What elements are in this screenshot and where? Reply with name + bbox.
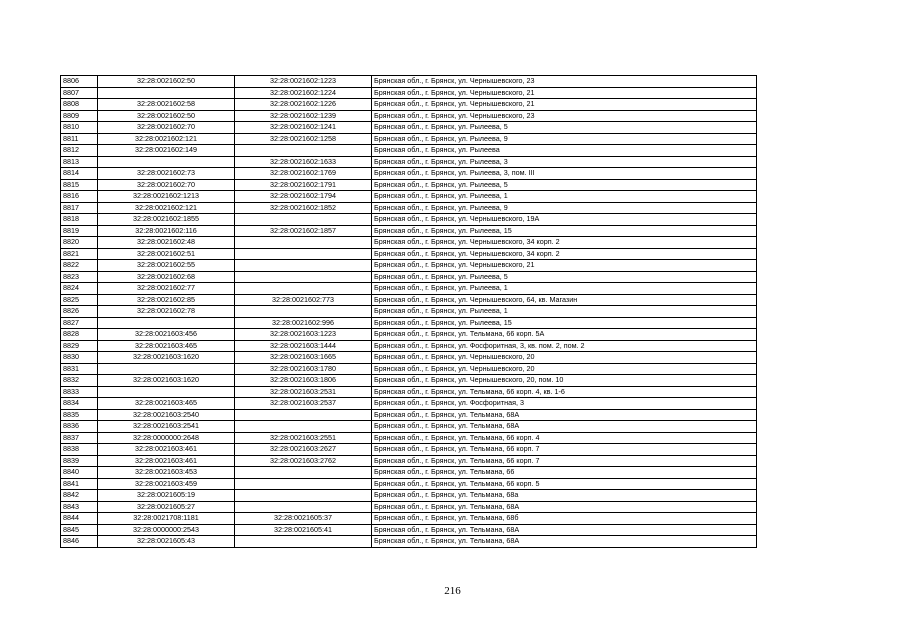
address-cell: Брянская обл., г. Брянск, ул. Чернышевского, 20 — [372, 352, 757, 364]
table-row — [61, 294, 757, 306]
table-row — [61, 110, 757, 122]
table-row — [61, 283, 757, 295]
row-number-cell: 8818 — [61, 214, 98, 226]
cadastral-number-building-cell: 32:28:0021603:2627 — [235, 444, 372, 456]
address-cell: Брянская обл., г. Брянск, ул. Чернышевского, 21 — [372, 260, 757, 272]
cadastral-number-building-cell: 32:28:0021602:1241 — [235, 122, 372, 134]
table-row — [61, 455, 757, 467]
address-cell: Брянская обл., г. Брянск, ул. Фосфоритная, 3 — [372, 398, 757, 410]
cadastral-number-parcel-cell: 32:28:0021603:465 — [98, 340, 235, 352]
row-number-cell: 8819 — [61, 225, 98, 237]
table-row — [61, 490, 757, 502]
cadastral-number-parcel-cell: 32:28:0021602:73 — [98, 168, 235, 180]
cadastral-number-building-cell: 32:28:0021603:2762 — [235, 455, 372, 467]
address-cell: Брянская обл., г. Брянск, ул. Рылеева — [372, 145, 757, 157]
table-row — [61, 329, 757, 341]
address-cell: Брянская обл., г. Брянск, ул. Фосфоритная, 3, кв. пом. 2, пом. 2 — [372, 340, 757, 352]
cadastral-number-building-cell: 32:28:0021603:2537 — [235, 398, 372, 410]
address-cell: Брянская обл., г. Брянск, ул. Чернышевского, 21 — [372, 99, 757, 111]
row-number-cell: 8823 — [61, 271, 98, 283]
address-cell: Брянская обл., г. Брянск, ул. Чернышевского, 20 — [372, 363, 757, 375]
row-number-cell: 8810 — [61, 122, 98, 134]
cadastral-number-parcel-cell: 32:28:0021603:465 — [98, 398, 235, 410]
cadastral-number-building-cell: 32:28:0021602:1857 — [235, 225, 372, 237]
address-cell: Брянская обл., г. Брянск, ул. Тельмана, 68а — [372, 490, 757, 502]
address-cell: Брянская обл., г. Брянск, ул. Рылеева, 15 — [372, 225, 757, 237]
address-cell: Брянская обл., г. Брянск, ул. Тельмана, 68А — [372, 536, 757, 548]
cadastral-number-building-cell: 32:28:0021603:1444 — [235, 340, 372, 352]
cadastral-number-parcel-cell: 32:28:0021708:1181 — [98, 513, 235, 525]
table-row — [61, 145, 757, 157]
table-row — [61, 398, 757, 410]
address-cell: Брянская обл., г. Брянск, ул. Чернышевского, 21 — [372, 87, 757, 99]
cadastral-number-parcel-cell: 32:28:0000000:2648 — [98, 432, 235, 444]
cadastral-number-parcel-cell — [98, 156, 235, 168]
table-row — [61, 99, 757, 111]
table-row — [61, 122, 757, 134]
cadastral-number-parcel-cell: 32:28:0021602:1213 — [98, 191, 235, 203]
row-number-cell: 8813 — [61, 156, 98, 168]
address-cell: Брянская обл., г. Брянск, ул. Чернышевского, 34 корп. 2 — [372, 237, 757, 249]
cadastral-number-building-cell: 32:28:0021602:1794 — [235, 191, 372, 203]
address-cell: Брянская обл., г. Брянск, ул. Чернышевского, 23 — [372, 110, 757, 122]
row-number-cell: 8812 — [61, 145, 98, 157]
row-number-cell: 8820 — [61, 237, 98, 249]
row-number-cell: 8806 — [61, 76, 98, 88]
cadastral-number-building-cell — [235, 467, 372, 479]
address-cell: Брянская обл., г. Брянск, ул. Рылеева, 5 — [372, 179, 757, 191]
table-row — [61, 444, 757, 456]
cadastral-number-building-cell: 32:28:0021603:1665 — [235, 352, 372, 364]
row-number-cell: 8841 — [61, 478, 98, 490]
table-row — [61, 478, 757, 490]
cadastral-number-parcel-cell: 32:28:0021602:68 — [98, 271, 235, 283]
cadastral-number-building-cell: 32:28:0021602:1791 — [235, 179, 372, 191]
address-cell: Брянская обл., г. Брянск, ул. Чернышевского, 64, кв. Магазин — [372, 294, 757, 306]
table-row — [61, 467, 757, 479]
cadastral-number-building-cell — [235, 283, 372, 295]
address-cell: Брянская обл., г. Брянск, ул. Рылеева, 1 — [372, 191, 757, 203]
row-number-cell: 8835 — [61, 409, 98, 421]
table-row — [61, 524, 757, 536]
cadastral-number-building-cell: 32:28:0021603:1806 — [235, 375, 372, 387]
address-cell: Брянская обл., г. Брянск, ул. Чернышевского, 34 корп. 2 — [372, 248, 757, 260]
cadastral-number-building-cell: 32:28:0021603:2531 — [235, 386, 372, 398]
cadastral-number-parcel-cell: 32:28:0021602:121 — [98, 202, 235, 214]
row-number-cell: 8832 — [61, 375, 98, 387]
cadastral-number-building-cell: 32:28:0021605:37 — [235, 513, 372, 525]
cadastral-number-building-cell: 32:28:0021603:1223 — [235, 329, 372, 341]
address-cell: Брянская обл., г. Брянск, ул. Рылеева, 15 — [372, 317, 757, 329]
cadastral-number-building-cell: 32:28:0021602:996 — [235, 317, 372, 329]
table-row — [61, 214, 757, 226]
cadastral-number-building-cell — [235, 214, 372, 226]
table-row — [61, 76, 757, 88]
cadastral-number-building-cell — [235, 237, 372, 249]
cadastral-number-building-cell — [235, 260, 372, 272]
row-number-cell: 8842 — [61, 490, 98, 502]
address-cell: Брянская обл., г. Брянск, ул. Рылеева, 1 — [372, 283, 757, 295]
table-row — [61, 225, 757, 237]
cadastral-number-parcel-cell: 32:28:0021603:456 — [98, 329, 235, 341]
cadastral-number-parcel-cell: 32:28:0021603:461 — [98, 444, 235, 456]
address-cell: Брянская обл., г. Брянск, ул. Тельмана, 68А — [372, 409, 757, 421]
row-number-cell: 8822 — [61, 260, 98, 272]
row-number-cell: 8811 — [61, 133, 98, 145]
row-number-cell: 8828 — [61, 329, 98, 341]
table-row — [61, 375, 757, 387]
row-number-cell: 8831 — [61, 363, 98, 375]
cadastral-number-parcel-cell: 32:28:0021603:1620 — [98, 375, 235, 387]
table-row — [61, 271, 757, 283]
cadastral-number-parcel-cell: 32:28:0021602:1855 — [98, 214, 235, 226]
row-number-cell: 8845 — [61, 524, 98, 536]
address-cell: Брянская обл., г. Брянск, ул. Чернышевского, 20, пом. 10 — [372, 375, 757, 387]
table-row — [61, 156, 757, 168]
cadastral-number-parcel-cell — [98, 87, 235, 99]
address-cell: Брянская обл., г. Брянск, ул. Тельмана, 66 корп. 5 — [372, 478, 757, 490]
row-number-cell: 8816 — [61, 191, 98, 203]
row-number-cell: 8827 — [61, 317, 98, 329]
cadastral-number-parcel-cell: 32:28:0021605:43 — [98, 536, 235, 548]
table-row — [61, 202, 757, 214]
cadastral-number-building-cell: 32:28:0021602:1258 — [235, 133, 372, 145]
cadastral-number-parcel-cell: 32:28:0021602:48 — [98, 237, 235, 249]
cadastral-number-building-cell — [235, 501, 372, 513]
page-number: 216 — [444, 585, 461, 597]
row-number-cell: 8833 — [61, 386, 98, 398]
address-cell: Брянская обл., г. Брянск, ул. Тельмана, 68б — [372, 513, 757, 525]
cadastral-number-building-cell: 32:28:0021602:1633 — [235, 156, 372, 168]
address-cell: Брянская обл., г. Брянск, ул. Чернышевского, 23 — [372, 76, 757, 88]
address-cell: Брянская обл., г. Брянск, ул. Тельмана, 68А — [372, 524, 757, 536]
address-cell: Брянская обл., г. Брянск, ул. Тельмана, 66 корп. 7 — [372, 444, 757, 456]
cadastral-number-parcel-cell: 32:28:0021605:27 — [98, 501, 235, 513]
table-row — [61, 421, 757, 433]
address-cell: Брянская обл., г. Брянск, ул. Тельмана, 66 корп. 4 — [372, 432, 757, 444]
address-cell: Брянская обл., г. Брянск, ул. Тельмана, 66 корп. 5А — [372, 329, 757, 341]
address-cell: Брянская обл., г. Брянск, ул. Рылеева, 3, пом. III — [372, 168, 757, 180]
table-row — [61, 237, 757, 249]
address-cell: Брянская обл., г. Брянск, ул. Рылеева, 9 — [372, 133, 757, 145]
row-number-cell: 8829 — [61, 340, 98, 352]
table-row — [61, 133, 757, 145]
address-cell: Брянская обл., г. Брянск, ул. Рылеева, 5 — [372, 271, 757, 283]
cadastral-number-parcel-cell: 32:28:0021603:2541 — [98, 421, 235, 433]
row-number-cell: 8838 — [61, 444, 98, 456]
cadastral-number-parcel-cell: 32:28:0021602:51 — [98, 248, 235, 260]
table-row — [61, 260, 757, 272]
table-row — [61, 179, 757, 191]
table-row — [61, 168, 757, 180]
cadastral-number-parcel-cell — [98, 386, 235, 398]
cadastral-number-building-cell: 32:28:0021602:1852 — [235, 202, 372, 214]
row-number-cell: 8837 — [61, 432, 98, 444]
table-row — [61, 306, 757, 318]
table-row — [61, 501, 757, 513]
cadastral-number-parcel-cell: 32:28:0021603:2540 — [98, 409, 235, 421]
row-number-cell: 8844 — [61, 513, 98, 525]
table-row — [61, 317, 757, 329]
cadastral-number-parcel-cell: 32:28:0021602:70 — [98, 122, 235, 134]
cadastral-number-parcel-cell: 32:28:0021602:78 — [98, 306, 235, 318]
table-row — [61, 87, 757, 99]
row-number-cell: 8814 — [61, 168, 98, 180]
table-row — [61, 340, 757, 352]
cadastral-number-building-cell — [235, 145, 372, 157]
row-number-cell: 8846 — [61, 536, 98, 548]
table-row — [61, 536, 757, 548]
row-number-cell: 8834 — [61, 398, 98, 410]
cadastral-number-building-cell: 32:28:0021602:1226 — [235, 99, 372, 111]
row-number-cell: 8826 — [61, 306, 98, 318]
row-number-cell: 8840 — [61, 467, 98, 479]
row-number-cell: 8836 — [61, 421, 98, 433]
address-cell: Брянская обл., г. Брянск, ул. Тельмана, 66 — [372, 467, 757, 479]
row-number-cell: 8815 — [61, 179, 98, 191]
cadastral-number-building-cell: 32:28:0021603:1780 — [235, 363, 372, 375]
cadastral-number-building-cell — [235, 490, 372, 502]
cadastral-number-building-cell: 32:28:0021602:773 — [235, 294, 372, 306]
cadastral-number-building-cell: 32:28:0021603:2551 — [235, 432, 372, 444]
cadastral-number-parcel-cell: 32:28:0021602:55 — [98, 260, 235, 272]
row-number-cell: 8843 — [61, 501, 98, 513]
address-cell: Брянская обл., г. Брянск, ул. Тельмана, 68А — [372, 421, 757, 433]
address-cell: Брянская обл., г. Брянск, ул. Тельмана, 66 корп. 4, кв. 1-6 — [372, 386, 757, 398]
cadastral-number-parcel-cell: 32:28:0021602:149 — [98, 145, 235, 157]
cadastral-number-building-cell — [235, 478, 372, 490]
cadastral-number-parcel-cell: 32:28:0021602:121 — [98, 133, 235, 145]
table-row — [61, 248, 757, 260]
cadastral-number-building-cell: 32:28:0021605:41 — [235, 524, 372, 536]
table-row — [61, 513, 757, 525]
row-number-cell: 8825 — [61, 294, 98, 306]
cadastral-number-building-cell — [235, 409, 372, 421]
cadastral-number-building-cell — [235, 421, 372, 433]
address-cell: Брянская обл., г. Брянск, ул. Рылеева, 9 — [372, 202, 757, 214]
cadastral-number-building-cell — [235, 271, 372, 283]
cadastral-number-building-cell — [235, 536, 372, 548]
row-number-cell: 8809 — [61, 110, 98, 122]
cadastral-number-parcel-cell: 32:28:0021602:70 — [98, 179, 235, 191]
row-number-cell: 8808 — [61, 99, 98, 111]
address-cell: Брянская обл., г. Брянск, ул. Тельмана, 66 корп. 7 — [372, 455, 757, 467]
cadastral-number-parcel-cell: 32:28:0000000:2543 — [98, 524, 235, 536]
cadastral-number-building-cell — [235, 248, 372, 260]
cadastral-number-building-cell — [235, 306, 372, 318]
address-cell: Брянская обл., г. Брянск, ул. Рылеева, 1 — [372, 306, 757, 318]
table-body — [61, 76, 757, 548]
cadastral-number-parcel-cell: 32:28:0021602:116 — [98, 225, 235, 237]
row-number-cell: 8824 — [61, 283, 98, 295]
table-row — [61, 409, 757, 421]
cadastral-number-building-cell: 32:28:0021602:1239 — [235, 110, 372, 122]
cadastral-number-parcel-cell: 32:28:0021603:453 — [98, 467, 235, 479]
row-number-cell: 8839 — [61, 455, 98, 467]
table-row — [61, 191, 757, 203]
table-row — [61, 352, 757, 364]
row-number-cell: 8830 — [61, 352, 98, 364]
cadastral-number-building-cell: 32:28:0021602:1223 — [235, 76, 372, 88]
cadastral-number-parcel-cell: 32:28:0021602:58 — [98, 99, 235, 111]
cadastral-register-table — [60, 75, 757, 548]
cadastral-number-parcel-cell: 32:28:0021603:1620 — [98, 352, 235, 364]
address-cell: Брянская обл., г. Брянск, ул. Рылеева, 3 — [372, 156, 757, 168]
row-number-cell: 8807 — [61, 87, 98, 99]
cadastral-number-parcel-cell: 32:28:0021602:85 — [98, 294, 235, 306]
address-cell: Брянская обл., г. Брянск, ул. Рылеева, 5 — [372, 122, 757, 134]
row-number-cell: 8821 — [61, 248, 98, 260]
table-row — [61, 432, 757, 444]
address-cell: Брянская обл., г. Брянск, ул. Тельмана, 68А — [372, 501, 757, 513]
table-row — [61, 363, 757, 375]
row-number-cell: 8817 — [61, 202, 98, 214]
cadastral-number-building-cell: 32:28:0021602:1224 — [235, 87, 372, 99]
table-row — [61, 386, 757, 398]
cadastral-number-parcel-cell: 32:28:0021602:50 — [98, 76, 235, 88]
cadastral-number-parcel-cell: 32:28:0021605:19 — [98, 490, 235, 502]
cadastral-number-parcel-cell: 32:28:0021603:459 — [98, 478, 235, 490]
cadastral-number-parcel-cell: 32:28:0021602:50 — [98, 110, 235, 122]
cadastral-number-parcel-cell: 32:28:0021602:77 — [98, 283, 235, 295]
cadastral-number-parcel-cell — [98, 317, 235, 329]
cadastral-number-parcel-cell — [98, 363, 235, 375]
address-cell: Брянская обл., г. Брянск, ул. Чернышевского, 19А — [372, 214, 757, 226]
cadastral-number-parcel-cell: 32:28:0021603:461 — [98, 455, 235, 467]
cadastral-number-building-cell: 32:28:0021602:1769 — [235, 168, 372, 180]
